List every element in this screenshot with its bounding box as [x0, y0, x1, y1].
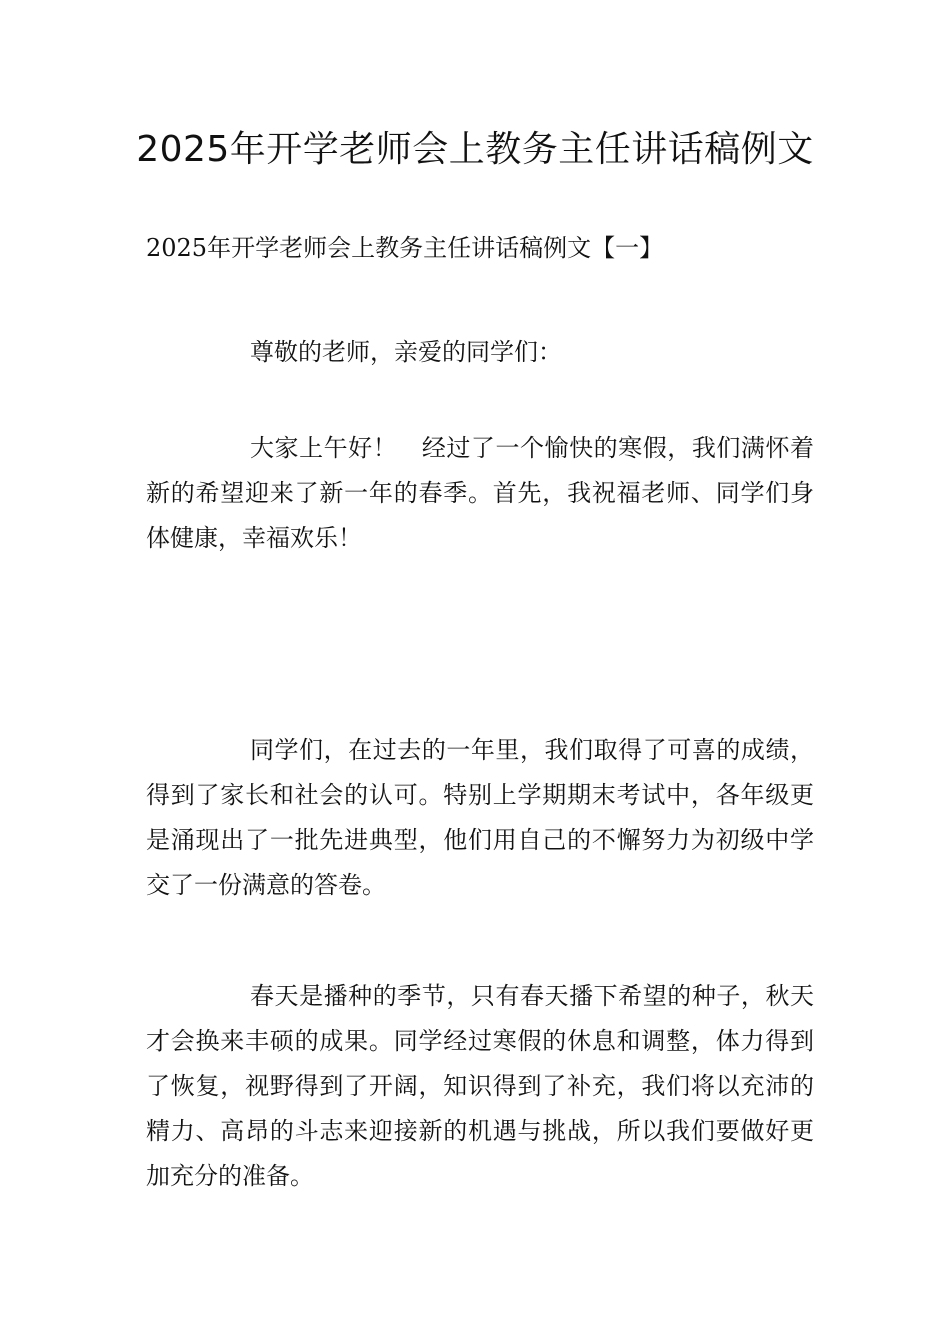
document-title: 2025年开学老师会上教务主任讲话稿例文 — [136, 129, 814, 170]
body-paragraph: 同学们，在过去的一年里，我们取得了可喜的成绩，得到了家长和社会的认可。特别上学期期末考试中，各年级更是涌现出了一批先进典型，他们用自己的不懈努力为初级中学交了一份满意的答卷。 — [146, 736, 814, 899]
greeting-paragraph: 尊敬的老师，亲爱的同学们： — [250, 338, 562, 366]
body-paragraph: 春天是播种的季节，只有春天播下希望的种子，秋天才会换来丰硕的成果。同学经过寒假的休息和调整，体力得到了恢复，视野得到了开阔，知识得到了补充，我们将以充沛的精力、高昂的斗志来迎接新的机遇与挑战，所以我们要做好更加充分的准备。 — [146, 982, 814, 1190]
body-paragraph: 大家上午好！ 经过了一个愉快的寒假，我们满怀着新的希望迎来了新一年的春季。首先，我祝福老师、同学们身体健康，幸福欢乐！ — [146, 434, 814, 552]
section-heading: 2025年开学老师会上教务主任讲话稿例文【一】 — [146, 234, 664, 262]
